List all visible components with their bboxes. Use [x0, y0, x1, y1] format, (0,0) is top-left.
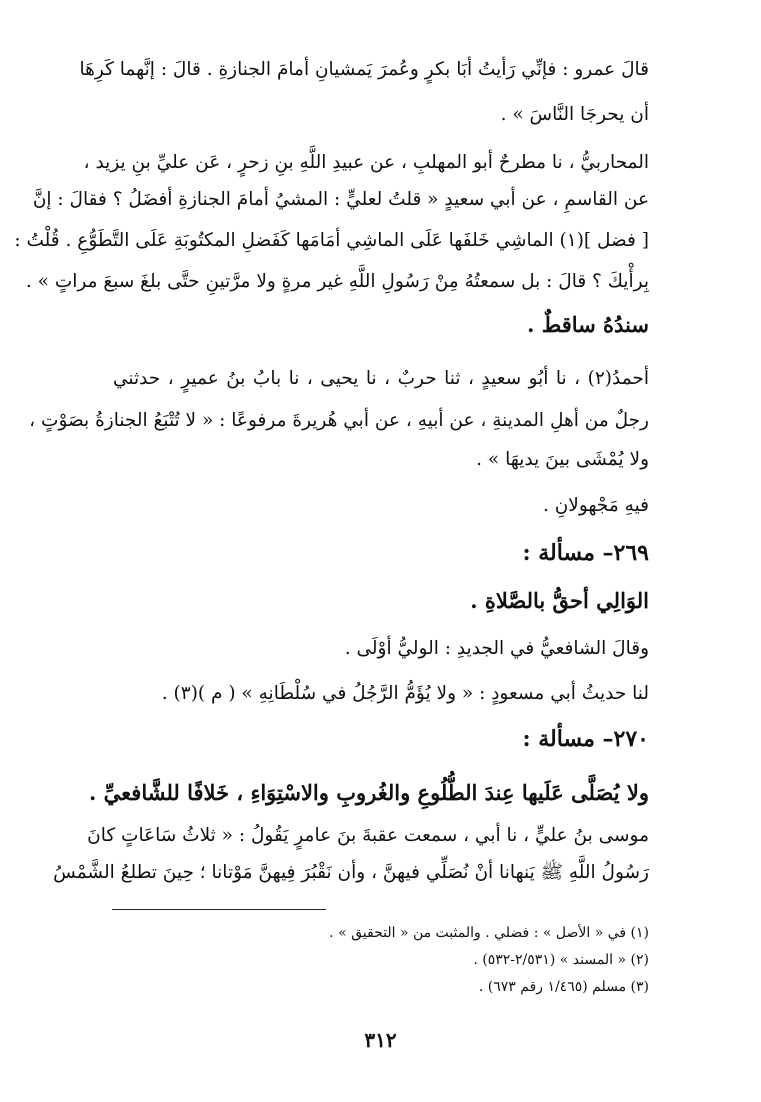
paragraph2-line-3: [ فضل ](١) الماشِي خَلفَها عَلَى الماشِي أمَامَها كَفَضلِ المكتُوبَةِ عَلَى التَّطَوُّعِ . قُلْتُ : — [14, 230, 649, 251]
paragraph2-line-1: المحاربيُّ ، نا مطرحٌ أبو المهلبِ ، عن عبيدِ اللَّهِ بنِ زحرٍ ، عَن عليِّ بنِ يزيد ، — [83, 152, 649, 173]
paragraph1-line-2: أن يحرجَا النَّاسَ » . — [500, 104, 649, 125]
issue-270-line-1: موسى بنُ عليٍّ ، نا أبي ، سمعت عقبةَ بنَ عامرٍ يَقُولُ : « ثلاثُ سَاعَاتٍ كانَ — [87, 825, 649, 846]
paragraph1-line-1: قالَ عمرو : فإنِّي رَأيتُ أبَا بكرٍ وعُمرَ يَمشيانِ أمامَ الجنازةِ . قالَ : إنَّهما كَرِهَا — [79, 59, 649, 80]
footnote-3: (٣) مسلم (١/٤٦٥ رقم ٦٧٣) . — [478, 979, 649, 995]
issue-269-line-1: وقالَ الشافعيُّ في الجديدِ : الوليُّ أوْلَى . — [344, 638, 649, 659]
issue-270-statement: ولا يُصَلَّى عَلَيها عِندَ الطُّلُوعِ والغُروبِ والاسْتِوَاءِ ، خَلافًا للشَّافعيِّ . — [89, 780, 649, 805]
paragraph2-line-4: بِرأْيكَ ؟ قالَ : بل سمعتُهُ مِنْ رَسُولِ اللَّهِ غير مرةٍ ولا مرَّتينِ حتَّى بلغَ سبعَ مراتٍ » . — [25, 271, 649, 292]
issue-269-line-2: لنا حديثُ أبي مسعودٍ : « ولا يُؤَمُّ الرَّجُلُ في سُلْطَانِهِ » ( م )(٣) . — [161, 683, 649, 704]
paragraph3-line-1: أحمدُ(٢) ، نا أبُو سعيدٍ ، ثنا حربٌ ، نا يحيى ، نا بابُ بنُ عميرٍ ، حدثني — [113, 368, 649, 389]
footnote-2: (٢) « المسند » (٢/٥٣١-٥٣٢) . — [473, 952, 649, 968]
paragraph2-line-2: عن القاسمِ ، عن أبي سعيدٍ « قلتُ لعليٍّ : المشيُ أمامَ الجنازةِ أفضَلُ ؟ فقالَ : إنَّ — [32, 189, 649, 210]
paragraph3-line-3: ولا يُمْشَى بينَ يديهَا » . — [476, 449, 649, 470]
issue-269-statement: الوَالِي أحقُّ بالصَّلاةِ . — [470, 588, 649, 613]
verdict-chain-fallen: سندُهُ ساقطٌ . — [527, 312, 649, 337]
issue-270-title: ٢٧٠– مسألة : — [522, 726, 649, 752]
footnote-divider — [112, 909, 326, 910]
page-number: ٣١٢ — [364, 1028, 397, 1052]
footnote-1: (١) في « الأصل » : فضلي . والمثبت من « التحقيق » . — [329, 925, 649, 941]
paragraph3-line-2: رجلٌ من أهلِ المدينةِ ، عن أبيهِ ، عن أبي هُريرةَ مرفوعًا : « لا تُتْبَعُ الجنازةُ بصَوْتٍ ، — [29, 410, 649, 431]
issue-270-line-2: رَسُولُ اللَّهِ ﷺ يَنهانا أنْ نُصَلِّي فيهنَّ ، وأن نَقْبُرَ فِيهنَّ مَوْتانا ؛ حِينَ تطلعُ الشَّمْسُ — [53, 862, 649, 883]
issue-269-title: ٢٦٩– مسألة : — [522, 540, 649, 566]
verdict-two-unknowns: فيهِ مَجْهولانِ . — [542, 495, 649, 516]
